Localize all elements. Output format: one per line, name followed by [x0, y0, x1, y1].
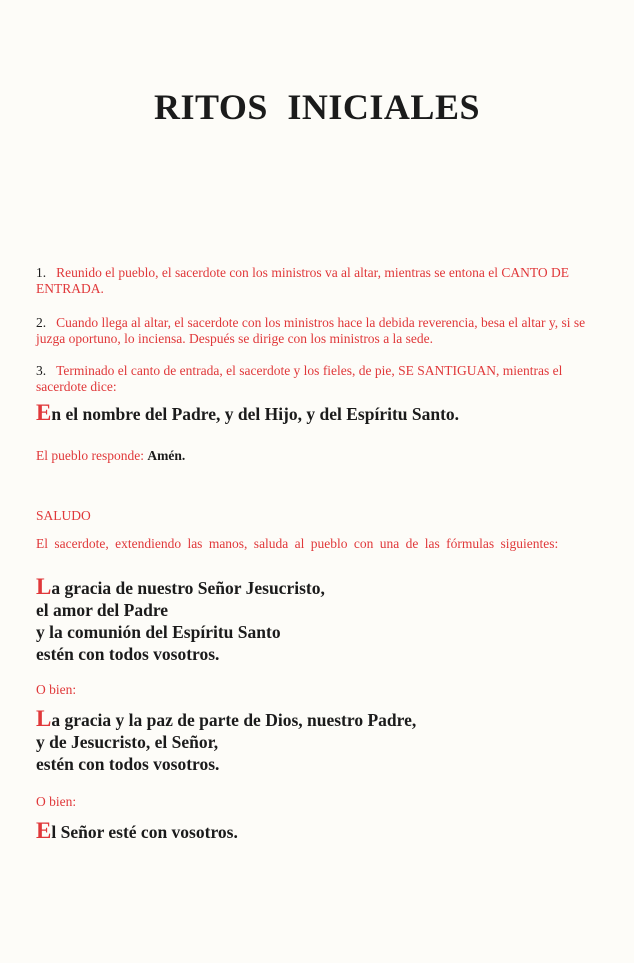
or-label-2: O bien: [36, 794, 77, 809]
prayer-text: n el nombre del Padre, y del Hijo, y del Espíritu Santo. [51, 404, 460, 424]
or-label-1: O bien: [36, 682, 77, 697]
saludo-rubric: El sacerdote, extendiendo las manos, saluda al pueblo con una de las fórmulas siguientes: [36, 536, 559, 551]
greeting-line: estén con todos vosotros. [36, 644, 220, 664]
rubric-number: 2. [36, 315, 47, 330]
rubric-text: Reunido el pueblo, el sacerdote con los ministros va al altar, mientras se entona el CANTO DE ENTRADA. [36, 265, 569, 296]
greeting-2 [36, 708, 596, 775]
greeting-line: a gracia y la paz de parte de Dios, nuestro Padre, [51, 710, 417, 730]
rubric-1 [36, 265, 592, 297]
greeting-line: a gracia de nuestro Señor Jesucristo, [51, 578, 325, 598]
people-response [36, 448, 592, 464]
response-amen: Amén. [147, 448, 186, 463]
rubric-text: Cuando llega al altar, el sacerdote con los ministros hace la debida reverencia, besa el altar y, si se juzga oportuno, lo inciensa. Después se dirige con los ministros a la sede. [36, 315, 586, 346]
greeting-line: l Señor esté con vosotros. [51, 822, 238, 842]
red-initial: E [36, 400, 52, 425]
greeting-line: el amor del Padre [36, 600, 169, 620]
greeting-3 [36, 820, 596, 843]
rubric-2 [36, 315, 592, 347]
greeting-line: y de Jesucristo, el Señor, [36, 732, 219, 752]
rubric-text: Terminado el canto de entrada, el sacerdote y los fieles, de pie, SE SANTIGUAN, mientras el sacerdote dice: [36, 363, 563, 394]
greeting-line: estén con todos vosotros. [36, 754, 220, 774]
red-initial: L [36, 574, 52, 599]
saludo-heading: SALUDO [36, 508, 91, 523]
response-label: El pueblo responde: [36, 448, 144, 463]
greeting-line: y la comunión del Espíritu Santo [36, 622, 281, 642]
rubric-number: 3. [36, 363, 47, 378]
rubric-number: 1. [36, 265, 47, 280]
red-initial: E [36, 818, 52, 843]
sign-of-cross-prayer [36, 402, 596, 425]
page-title: RITOS INICIALES [154, 87, 480, 127]
greeting-1 [36, 576, 596, 665]
red-initial: L [36, 706, 52, 731]
rubric-3 [36, 363, 592, 395]
